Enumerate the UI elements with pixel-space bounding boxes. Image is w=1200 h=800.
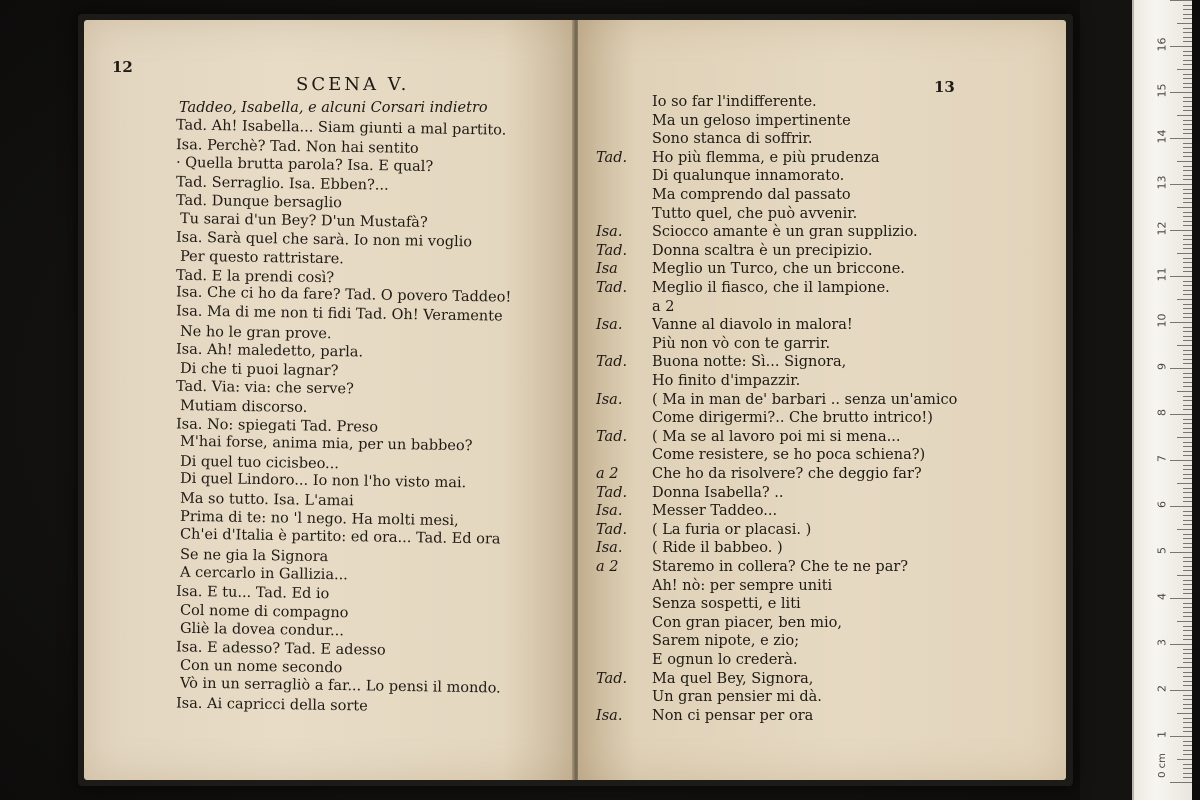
ruler-tick [1183, 400, 1192, 401]
ruler-tick [1183, 258, 1192, 259]
ruler-number: 16 [1155, 37, 1169, 52]
ruler-tick [1183, 465, 1192, 466]
verse-text: Come resistere, se ho poca schiena?) [652, 447, 926, 464]
ruler-tick [1177, 621, 1192, 622]
speaker-label: Tad. [596, 149, 628, 166]
ruler-tick [1170, 0, 1192, 1]
verse-text: E ognun lo crederà. [652, 652, 798, 668]
left-text-line: Isa. Perchè? Tad. Non hai sentito [175, 136, 419, 157]
ruler-edge [1132, 0, 1134, 800]
ruler-number: 9 [1155, 363, 1169, 370]
ruler-tick [1170, 736, 1192, 737]
left-text-line: Di che ti puoi lagnar? [179, 360, 339, 380]
ruler-tick [1183, 593, 1192, 594]
ruler-tick [1183, 41, 1192, 42]
ruler-tick [1183, 179, 1192, 180]
verse-text: Che ho da risolvere? che deggio far? [652, 466, 922, 482]
ruler-tick [1183, 294, 1192, 295]
ruler-tick [1177, 69, 1192, 70]
left-text-line: Gliè la dovea condur... [179, 620, 345, 640]
left-page-number: 12 [112, 58, 133, 76]
ruler-tick [1170, 230, 1192, 231]
verse-text: Sono stanca di soffrir. [652, 131, 813, 148]
ruler-tick [1183, 55, 1192, 56]
ruler-tick [1183, 5, 1192, 6]
left-text-line: Isa. Ma di me non ti fidi Tad. Oh! Veramente [175, 303, 503, 325]
ruler-tick [1183, 704, 1192, 705]
speaker-label: Tad. [596, 280, 628, 296]
ruler-tick [1177, 667, 1192, 668]
ruler-number: 4 [1155, 593, 1169, 600]
ruler-tick [1183, 446, 1192, 447]
ruler-tick [1183, 630, 1192, 631]
ruler-tick [1170, 322, 1192, 323]
ruler-tick [1183, 501, 1192, 502]
left-text-line: Tad. E la prendi così? [175, 267, 335, 287]
ruler-tick [1183, 538, 1192, 539]
ruler-tick [1183, 120, 1192, 121]
ruler-tick [1183, 488, 1192, 489]
speaker-label: Tad. [596, 242, 628, 259]
ruler-tick [1183, 685, 1192, 686]
ruler-number: 1 [1155, 731, 1169, 738]
left-text-line: Di quel tuo cicisbeo... [179, 453, 340, 473]
ruler-tick [1183, 511, 1192, 512]
ruler-tick [1177, 345, 1192, 346]
ruler-number: 13 [1155, 175, 1169, 190]
verse-text: Meglio il fiasco, che il lampione. [652, 280, 890, 296]
ruler-tick [1183, 327, 1192, 328]
ruler-tick [1183, 267, 1192, 268]
ruler-tick [1183, 561, 1192, 562]
ruler-tick [1183, 193, 1192, 194]
verse-text: Come dirigermi?.. Che brutto intrico!) [652, 410, 933, 427]
ruler-tick [1183, 731, 1192, 732]
ruler-tick [1183, 97, 1192, 98]
ruler-tick [1183, 681, 1192, 682]
verse-text: Di qualunque innamorato. [652, 168, 845, 185]
ruler-tick [1183, 570, 1192, 571]
ruler-tick [1183, 18, 1192, 19]
verse-text: Non ci pensar per ora [652, 707, 814, 724]
left-text-line: Tad. Via: via: che serve? [175, 378, 354, 398]
dark-mat [1080, 0, 1132, 800]
left-text-line: Isa. Ai capricci della sorte [175, 695, 368, 715]
ruler-tick [1183, 51, 1192, 52]
verse-text: Più non vò con te garrir. [652, 335, 831, 352]
ruler-tick [1170, 506, 1192, 507]
verse-text: Tutto quel, che può avvenir. [652, 205, 858, 222]
ruler-tick [1183, 198, 1192, 199]
ruler-tick [1183, 175, 1192, 176]
ruler-tick [1183, 262, 1192, 263]
ruler-tick [1183, 133, 1192, 134]
left-text-line: Mutiam discorso. [179, 398, 308, 416]
left-page [84, 20, 576, 780]
verse-text: Donna Isabella? .. [652, 484, 784, 501]
verse-text: Vanne al diavolo in malora! [652, 317, 853, 334]
ruler-tick [1183, 170, 1192, 171]
verse-text: ( Ride il babbeo. ) [652, 540, 783, 557]
verse-text: Ma comprendo dal passato [652, 187, 851, 203]
left-text-line: Isa. No: spiegati Tad. Preso [175, 416, 379, 436]
ruler-tick [1183, 557, 1192, 558]
ruler-tick [1183, 478, 1192, 479]
ruler-tick [1183, 152, 1192, 153]
ruler-tick [1183, 534, 1192, 535]
verse-text: Meglio un Turco, che un briccone. [652, 261, 905, 278]
verse-text: Con gran piacer, ben mio, [652, 614, 842, 631]
left-text-line: Tad. Serraglio. Isa. Ebben?... [175, 174, 389, 194]
left-text-line: A cercarlo in Gallizia... [179, 565, 348, 584]
ruler-tick [1183, 377, 1192, 378]
ruler-tick [1183, 469, 1192, 470]
ruler-tick [1183, 607, 1192, 608]
ruler-tick [1183, 354, 1192, 355]
measuring-ruler [1132, 0, 1192, 800]
ruler-tick [1183, 124, 1192, 125]
ruler-tick [1183, 202, 1192, 203]
verse-text: Sciocco amante è un gran supplizio. [652, 224, 918, 241]
ruler-tick [1183, 64, 1192, 65]
ruler-tick [1183, 331, 1192, 332]
ruler-tick [1183, 225, 1192, 226]
ruler-number: 5 [1155, 547, 1169, 554]
ruler-tick [1183, 396, 1192, 397]
ruler-tick [1183, 524, 1192, 525]
speaker-label: Isa. [596, 224, 623, 241]
left-text-line: Ma so tutto. Isa. L'amai [179, 490, 354, 510]
left-text-line: Tad. Dunque bersaglio [175, 193, 343, 212]
ruler-tick [1183, 616, 1192, 617]
speaker-label: Tad. [596, 484, 628, 501]
verse-text: Un gran pensier mi dà. [652, 689, 822, 706]
ruler-tick [1183, 304, 1192, 305]
ruler-tick [1183, 639, 1192, 640]
left-text-line: Ch'ei d'Italia è partito: ed ora... Tad. Ed ora [179, 526, 501, 548]
left-text-line: Prima di te: no 'l nego. Ha molti mesi, [179, 508, 459, 529]
left-text-line: Isa. E adesso? Tad. E adesso [175, 639, 386, 659]
ruler-tick [1183, 768, 1192, 769]
ruler-tick [1183, 492, 1192, 493]
left-text-line: Isa. Che ci ho da fare? Tad. O povero Taddeo! [175, 284, 512, 307]
ruler-tick [1183, 32, 1192, 33]
verse-text: Ma un geloso impertinente [652, 112, 851, 129]
speaker-label: Tad. [596, 670, 628, 687]
ruler-number: 7 [1155, 455, 1169, 462]
ruler-tick [1177, 529, 1192, 530]
ruler-tick [1183, 777, 1192, 778]
ruler-tick [1183, 60, 1192, 61]
ruler-tick [1183, 635, 1192, 636]
left-text-line: Se ne gia la Signora [179, 546, 329, 565]
ruler-tick [1183, 212, 1192, 213]
ruler-tick [1183, 603, 1192, 604]
ruler-tick [1177, 713, 1192, 714]
speaker-label: Tad. [596, 428, 628, 445]
ruler-tick [1183, 741, 1192, 742]
left-text-line: Tad. Ah! Isabella... Siam giunti a mal partito. [175, 117, 507, 139]
verse-text: Ah! nò: per sempre uniti [652, 577, 833, 594]
verse-text: ( Ma in man de' barbari .. senza un'amico [652, 391, 958, 408]
ruler-tick [1183, 271, 1192, 272]
ruler-tick [1170, 92, 1192, 93]
ruler-tick [1170, 138, 1192, 139]
right-page [578, 20, 1066, 780]
ruler-tick [1183, 143, 1192, 144]
verse-text: a 2 [652, 298, 675, 315]
ruler-tick [1183, 239, 1192, 240]
ruler-tick [1183, 566, 1192, 567]
ruler-tick [1183, 166, 1192, 167]
ruler-tick [1183, 37, 1192, 38]
ruler-tick [1183, 750, 1192, 751]
ruler-tick [1177, 253, 1192, 254]
ruler-tick [1177, 299, 1192, 300]
ruler-tick [1183, 584, 1192, 585]
left-text-line: Isa. Sarà quel che sarà. Io non mi voglio [175, 229, 473, 250]
speaker-label: Tad. [596, 521, 628, 538]
speaker-label: a 2 [596, 559, 619, 575]
ruler-tick [1170, 690, 1192, 691]
ruler-tick [1177, 391, 1192, 392]
ruler-tick [1183, 359, 1192, 360]
verse-text: ( Ma se al lavoro poi mi si mena... [652, 428, 901, 445]
left-text-line: Di quel Lindoro... Io non l'ho visto mai. [179, 471, 467, 492]
ruler-tick [1183, 455, 1192, 456]
ruler-tick [1183, 722, 1192, 723]
left-text-line: Tu sarai d'un Bey? D'un Mustafà? [179, 211, 428, 231]
ruler-tick [1183, 676, 1192, 677]
ruler-tick [1183, 101, 1192, 102]
ruler-tick [1170, 782, 1192, 783]
ruler-tick [1183, 520, 1192, 521]
ruler-tick [1183, 14, 1192, 15]
ruler-tick [1183, 699, 1192, 700]
ruler-tick [1177, 483, 1192, 484]
ruler-tick [1183, 248, 1192, 249]
ruler-number: 10 [1155, 313, 1169, 328]
ruler-tick [1170, 552, 1192, 553]
ruler-tick [1170, 276, 1192, 277]
ruler-tick [1183, 386, 1192, 387]
ruler-tick [1183, 423, 1192, 424]
ruler-tick [1183, 129, 1192, 130]
verse-text: Sarem nipote, e zio; [652, 633, 800, 650]
verse-text: ( La furia or placasi. ) [652, 521, 812, 538]
ruler-tick [1183, 9, 1192, 10]
ruler-unit-label: 0 cm [1156, 753, 1168, 778]
ruler-tick [1183, 474, 1192, 475]
ruler-number: 14 [1155, 129, 1169, 144]
ruler-tick [1170, 184, 1192, 185]
ruler-tick [1183, 432, 1192, 433]
ruler-tick [1170, 46, 1192, 47]
ruler-tick [1183, 626, 1192, 627]
ruler-tick [1183, 419, 1192, 420]
speaker-label: Isa. [596, 503, 623, 520]
verse-text: Messer Taddeo... [652, 503, 778, 520]
left-text-line: Vò in un serragliò a far... Lo pensi il mondo. [179, 675, 501, 697]
ruler-number: 15 [1155, 83, 1169, 98]
ruler-tick [1183, 451, 1192, 452]
verse-text: Io so far l'indifferente. [652, 94, 817, 110]
speaker-label: a 2 [596, 466, 619, 482]
ruler-tick [1183, 235, 1192, 236]
ruler-tick [1183, 336, 1192, 337]
ruler-tick [1183, 382, 1192, 383]
ruler-tick [1177, 161, 1192, 162]
ruler-tick [1183, 745, 1192, 746]
ruler-tick [1183, 308, 1192, 309]
ruler-number: 3 [1155, 639, 1169, 646]
left-text-line: Ne ho le gran prove. [179, 323, 332, 342]
ruler-number: 8 [1155, 409, 1169, 416]
ruler-tick [1183, 442, 1192, 443]
left-text-line: Per questo rattristare. [179, 248, 344, 268]
ruler-tick [1170, 644, 1192, 645]
ruler-number: 2 [1155, 685, 1169, 692]
ruler-tick [1183, 547, 1192, 548]
scene-title: SCENA V. [296, 74, 410, 95]
left-text-line: Con un nome secondo [179, 658, 343, 677]
ruler-tick [1170, 414, 1192, 415]
ruler-tick [1183, 515, 1192, 516]
ruler-tick [1183, 658, 1192, 659]
ruler-tick [1183, 189, 1192, 190]
ruler-tick [1183, 363, 1192, 364]
ruler-tick [1183, 580, 1192, 581]
verse-text: Ho finito d'impazzir. [652, 373, 801, 389]
ruler-tick [1177, 23, 1192, 24]
ruler-tick [1183, 727, 1192, 728]
ruler-tick [1183, 290, 1192, 291]
ruler-number: 6 [1155, 501, 1169, 508]
ruler-number: 11 [1155, 267, 1169, 282]
ruler-tick [1183, 589, 1192, 590]
verse-text: Senza sospetti, e liti [652, 596, 801, 613]
ruler-tick [1170, 460, 1192, 461]
ruler-tick [1183, 409, 1192, 410]
speaker-label: Isa. [596, 391, 623, 408]
ruler-tick [1177, 207, 1192, 208]
left-text-line: M'hai forse, anima mia, per un babbeo? [179, 433, 473, 455]
ruler-tick [1183, 74, 1192, 75]
ruler-tick [1183, 350, 1192, 351]
ruler-tick [1183, 662, 1192, 663]
ruler-number: 12 [1155, 221, 1169, 236]
ruler-tick [1183, 718, 1192, 719]
left-text-line: Isa. E tu... Tad. Ed io [175, 583, 330, 603]
ruler-tick [1183, 281, 1192, 282]
ruler-tick [1183, 649, 1192, 650]
ruler-tick [1177, 759, 1192, 760]
left-text-line: Isa. Ah! maledetto, parla. [175, 341, 364, 361]
ruler-tick [1183, 773, 1192, 774]
ruler-tick [1183, 244, 1192, 245]
verse-text: Donna scaltra è un precipizio. [652, 242, 873, 259]
ruler-tick [1183, 672, 1192, 673]
ruler-tick [1183, 28, 1192, 29]
ruler-tick [1183, 373, 1192, 374]
verse-text: Buona notte: Sì... Signora, [652, 354, 847, 371]
ruler-tick [1183, 497, 1192, 498]
left-text-line: Col nome di compagno [179, 602, 349, 621]
ruler-tick [1183, 708, 1192, 709]
ruler-tick [1177, 437, 1192, 438]
right-page-number: 13 [934, 78, 955, 96]
ruler-tick [1183, 106, 1192, 107]
speaker-label: Isa. [596, 540, 623, 557]
ruler-tick [1183, 285, 1192, 286]
speaker-label: Isa. [596, 317, 623, 334]
ruler-tick [1183, 216, 1192, 217]
verse-text: Ma quel Bey, Signora, [652, 670, 814, 687]
ruler-tick [1170, 368, 1192, 369]
ruler-tick [1183, 83, 1192, 84]
ruler-tick [1177, 115, 1192, 116]
ruler-tick [1183, 313, 1192, 314]
ruler-tick [1183, 156, 1192, 157]
ruler-tick [1183, 221, 1192, 222]
ruler-tick [1183, 147, 1192, 148]
ruler-tick [1183, 110, 1192, 111]
ruler-tick [1183, 754, 1192, 755]
ruler-tick [1183, 764, 1192, 765]
ruler-tick [1183, 87, 1192, 88]
ruler-tick [1183, 317, 1192, 318]
ruler-tick [1183, 695, 1192, 696]
ruler-tick [1183, 428, 1192, 429]
ruler-tick [1183, 612, 1192, 613]
verse-text: Staremo in collera? Che te ne par? [652, 559, 909, 575]
speaker-label: Tad. [596, 354, 628, 371]
ruler-tick [1177, 575, 1192, 576]
scene-persons: Taddeo, Isabella, e alcuni Corsari indietro [179, 100, 488, 116]
ruler-tick [1170, 598, 1192, 599]
left-text-line: · Quella brutta parola? Isa. E qual? [175, 155, 434, 176]
ruler-tick [1183, 543, 1192, 544]
speaker-label: Isa. [596, 707, 623, 724]
ruler-tick [1183, 653, 1192, 654]
verse-text: Ho più flemma, e più prudenza [652, 149, 880, 166]
speaker-label: Isa [596, 261, 618, 278]
ruler-tick [1183, 340, 1192, 341]
ruler-tick [1183, 78, 1192, 79]
ruler-tick [1183, 405, 1192, 406]
